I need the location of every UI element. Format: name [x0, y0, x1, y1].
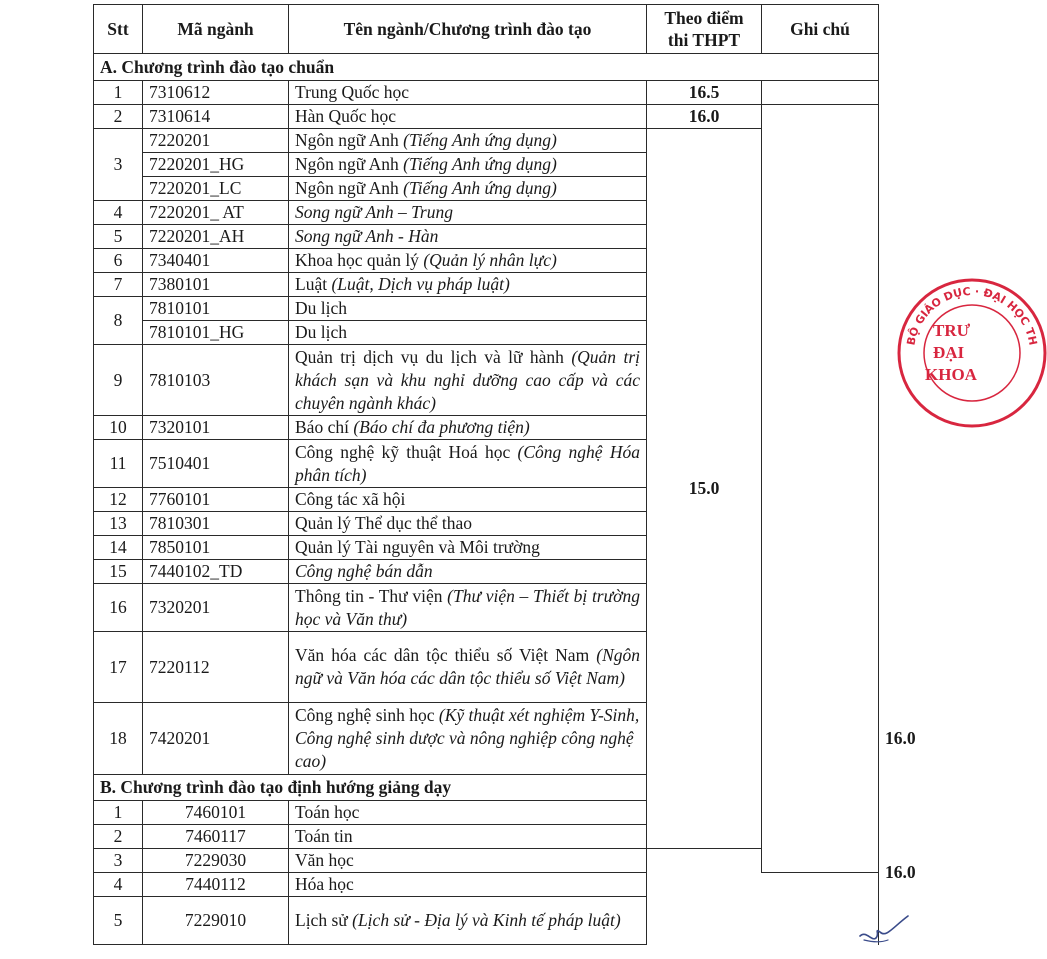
- row-code: 7229010: [143, 897, 289, 945]
- row-code: 7810101_HG: [143, 321, 289, 345]
- name-note: (Kỹ thuật xét nghiệm Y-Sinh, Công nghệ sinh dược và nông nghiệp công nghệ cao): [295, 705, 640, 771]
- row-name: [289, 416, 647, 440]
- row-code: 7460117: [143, 825, 289, 849]
- row-code: 7440102_TD: [143, 560, 289, 584]
- seal-line3: KHOA: [925, 365, 977, 384]
- header-score-line2: thi THPT: [667, 30, 741, 50]
- row-code: 7460101: [143, 801, 289, 825]
- admission-score-table: [93, 4, 916, 945]
- row-stt: 1: [94, 81, 143, 105]
- row-stt: 3: [94, 129, 143, 201]
- row-stt: 4: [94, 201, 143, 225]
- row-code: 7220201_AH: [143, 225, 289, 249]
- header-score-line1: Theo điểm: [664, 8, 744, 28]
- name-plain: Báo chí: [295, 417, 354, 437]
- row-name: Toán tin: [289, 825, 647, 849]
- seal-line1: TRƯ: [933, 321, 971, 340]
- section-row-b: [94, 775, 879, 801]
- section-row-a: [94, 54, 879, 81]
- group-score-a: 15.0: [647, 129, 762, 849]
- name-plain: Ngôn ngữ Anh: [295, 154, 404, 174]
- name-plain: Văn hóa các dân tộc thiểu số Việt Nam: [295, 645, 597, 665]
- name-note: (Quản lý nhân lực): [423, 250, 557, 270]
- name-plain: Thông tin - Thư viện: [295, 585, 448, 606]
- name-note: (Tiếng Anh ứng dụng): [403, 178, 557, 198]
- row-stt: 5: [94, 897, 143, 945]
- row-code: 7220201_LC: [143, 177, 289, 201]
- name-note: (Công nghệ Hóa phân tích): [295, 441, 640, 485]
- name-note: (Lịch sử - Địa lý và Kinh tế pháp luật): [352, 910, 621, 930]
- row-name: [289, 345, 647, 416]
- name-plain: Luật: [295, 274, 332, 294]
- name-plain: Công nghệ kỹ thuật Hoá học: [295, 441, 518, 462]
- note-cell-a: [762, 105, 879, 873]
- row-stt: 14: [94, 536, 143, 560]
- signature-mark: [858, 912, 910, 946]
- row-stt: 5: [94, 225, 143, 249]
- row-name: Văn học: [289, 849, 647, 873]
- row-code: 7760101: [143, 488, 289, 512]
- row-stt: 8: [94, 297, 143, 345]
- name-note: (Tiếng Anh ứng dụng): [403, 154, 557, 174]
- row-name: [289, 897, 647, 945]
- row-code: 7320201: [143, 584, 289, 632]
- row-name: Trung Quốc học: [289, 81, 647, 105]
- row-name: [289, 632, 647, 703]
- row-name: Công nghệ bán dẫn: [289, 560, 647, 584]
- header-name: Tên ngành/Chương trình đào tạo: [289, 5, 647, 54]
- name-plain: Ngôn ngữ Anh: [295, 178, 404, 198]
- row-code: 7320101: [143, 416, 289, 440]
- row-name: Song ngữ Anh – Trung: [289, 201, 647, 225]
- row-code: 7229030: [143, 849, 289, 873]
- name-plain: Lịch sử: [295, 910, 353, 930]
- row-name: Quản lý Thể dục thể thao: [289, 512, 647, 536]
- header-code: Mã ngành: [143, 5, 289, 54]
- row-name: Toán học: [289, 801, 647, 825]
- row-code: 7850101: [143, 536, 289, 560]
- table-row: 1 7460101 Toán học 16.0: [94, 801, 879, 825]
- row-stt: 13: [94, 512, 143, 536]
- name-note: (Tiếng Anh ứng dụng): [403, 130, 557, 150]
- name-note: (Báo chí đa phương tiện): [353, 417, 530, 437]
- row-stt: 18: [94, 703, 143, 775]
- row-stt: 4: [94, 873, 143, 897]
- row-name: [289, 273, 647, 297]
- row-name: [289, 440, 647, 488]
- row-stt: 2: [94, 825, 143, 849]
- row-code: 7220201: [143, 129, 289, 153]
- seal-ring-text: BỘ GIÁO DỤC · ĐẠI HỌC TH: [904, 284, 1040, 347]
- section-title-b: B. Chương trình đào tạo định hướng giảng dạy: [94, 775, 879, 801]
- header-score: [647, 5, 762, 54]
- row-name: Hóa học: [289, 873, 647, 897]
- row-stt: 9: [94, 345, 143, 416]
- section-title-a: A. Chương trình đào tạo chuẩn: [94, 54, 879, 81]
- row-code: 7810101: [143, 297, 289, 321]
- row-name: [289, 129, 647, 153]
- row-stt: 11: [94, 440, 143, 488]
- document-page: [93, 4, 916, 945]
- row-code: 7510401: [143, 440, 289, 488]
- table-row: [94, 873, 879, 897]
- name-plain: Công nghệ sinh học: [295, 705, 439, 725]
- name-note: (Thư viện – Thiết bị trường học và Văn thư): [295, 585, 640, 629]
- table-row: [94, 105, 879, 129]
- table-row: [94, 81, 879, 105]
- row-name: Quản lý Tài nguyên và Môi trường: [289, 536, 647, 560]
- table-row: 18 7420201 Công nghệ sinh học (Kỹ thuật xét nghiệm Y-Sinh, Công nghệ sinh dược và nông nghiệp công nghệ cao) 16.0: [94, 703, 879, 775]
- row-name: [289, 177, 647, 201]
- row-name: [289, 153, 647, 177]
- row-stt: 16: [94, 584, 143, 632]
- row-code: 7420201: [143, 703, 289, 775]
- row-stt: 2: [94, 105, 143, 129]
- row-name: [289, 584, 647, 632]
- name-note: (Luật, Dịch vụ pháp luật): [331, 274, 510, 294]
- header-note: Ghi chú: [762, 5, 879, 54]
- name-plain: Quản trị dịch vụ du lịch và lữ hành: [295, 346, 572, 367]
- row-stt: 12: [94, 488, 143, 512]
- row-name: [289, 249, 647, 273]
- row-name: Du lịch: [289, 321, 647, 345]
- table-row: [94, 897, 879, 945]
- row-code: 7380101: [143, 273, 289, 297]
- row-stt: 7: [94, 273, 143, 297]
- row-score: 16.5: [647, 81, 762, 105]
- row-name: Hàn Quốc học: [289, 105, 647, 129]
- row-stt: 1: [94, 801, 143, 825]
- row-code: 7220201_ AT: [143, 201, 289, 225]
- row-code: 7810103: [143, 345, 289, 416]
- row-code: 7310612: [143, 81, 289, 105]
- row-code: 7440112: [143, 873, 289, 897]
- seal-line2: ĐẠI: [933, 343, 965, 362]
- name-plain: Ngôn ngữ Anh: [295, 130, 404, 150]
- row-code: 7310614: [143, 105, 289, 129]
- row-note: [762, 81, 879, 105]
- row-code: 7810301: [143, 512, 289, 536]
- table-row: [94, 129, 879, 153]
- row-stt: 6: [94, 249, 143, 273]
- row-code: 7340401: [143, 249, 289, 273]
- row-score: 16.0: [647, 105, 762, 129]
- row-name: [289, 703, 647, 775]
- row-name: Công tác xã hội: [289, 488, 647, 512]
- row-code: 7220112: [143, 632, 289, 703]
- row-code: 7220201_HG: [143, 153, 289, 177]
- row-name: Song ngữ Anh - Hàn: [289, 225, 647, 249]
- table-header-row: [94, 5, 879, 54]
- red-seal-stamp: [897, 278, 1047, 428]
- row-name: Du lịch: [289, 297, 647, 321]
- name-note: (Ngôn ngữ và Văn hóa các dân tộc thiểu số Việt Nam): [295, 645, 640, 688]
- name-plain: Khoa học quản lý: [295, 250, 424, 270]
- row-stt: 3: [94, 849, 143, 873]
- header-stt: Stt: [94, 5, 143, 54]
- name-note: (Quản trị khách sạn và khu nghỉ dưỡng cao cấp và các chuyên ngành khác): [295, 346, 640, 413]
- row-stt: 10: [94, 416, 143, 440]
- row-stt: 15: [94, 560, 143, 584]
- row-stt: 17: [94, 632, 143, 703]
